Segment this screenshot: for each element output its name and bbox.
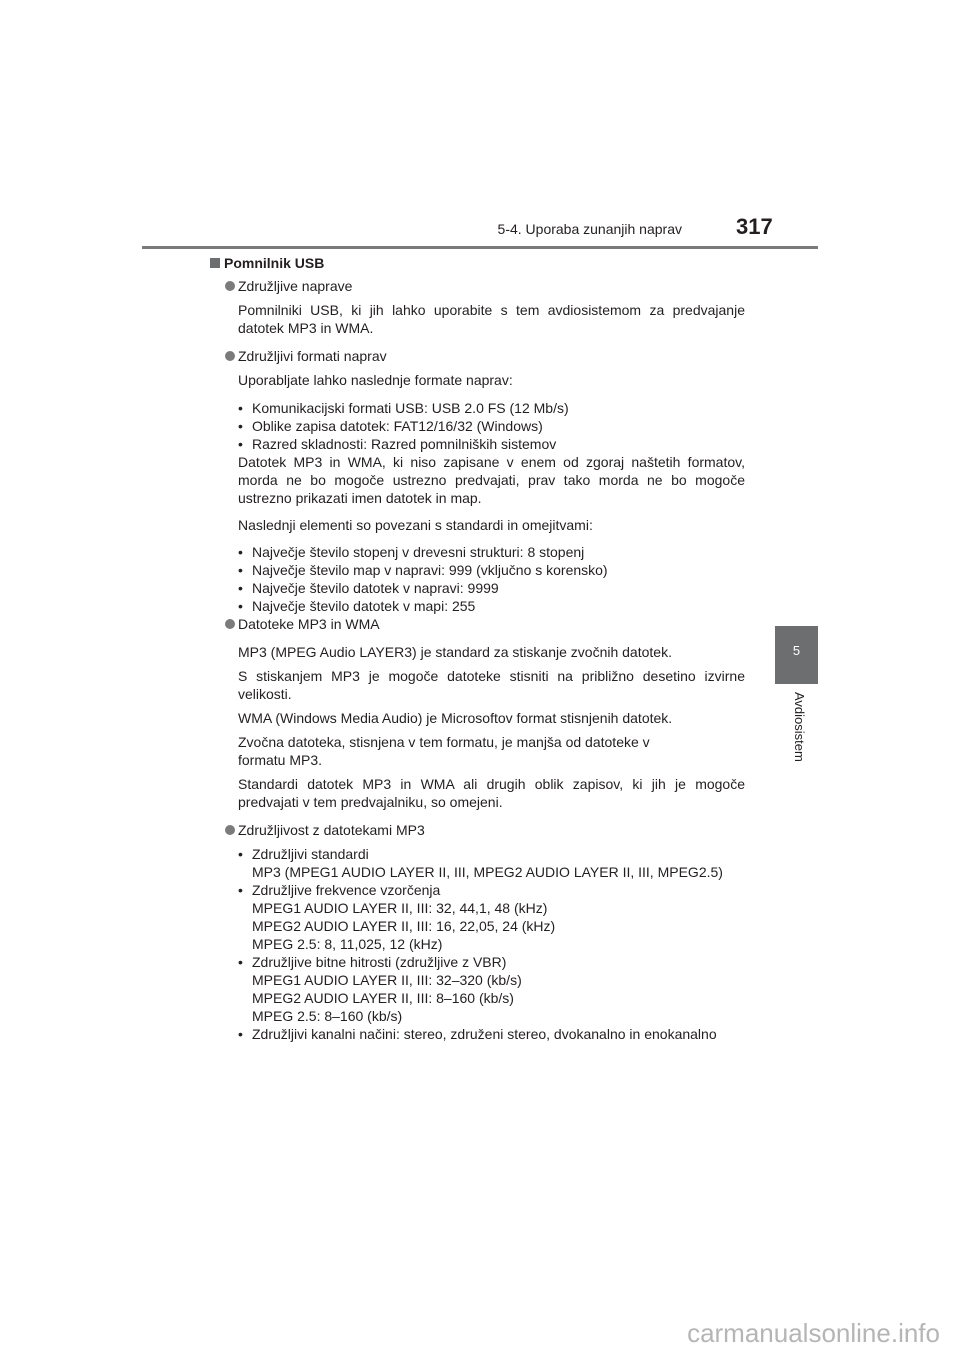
header-rule bbox=[142, 246, 818, 249]
list-item: • Združljivi kanalni načini: stereo, združeni stereo, dvokanalno in enokanalno bbox=[238, 1026, 717, 1042]
section-heading bbox=[210, 254, 745, 272]
list-item: • Največje število map v napravi: 999 (vključno s korensko) bbox=[238, 562, 608, 578]
formats-note: Datotek MP3 in WMA, ki niso zapisane v enem od zgoraj naštetih formatov, morda ne bo mogoče ustrezno predvajati, prav tako morda ne bo mogoče ustrezno prikazati imen datotek in map. bbox=[238, 454, 745, 506]
bullet: • bbox=[238, 544, 243, 560]
circle-bullet-icon bbox=[225, 825, 235, 835]
bullet: • bbox=[238, 562, 243, 578]
formats-title: Združljivi formati naprav bbox=[210, 347, 745, 365]
page-number: 317 bbox=[736, 214, 773, 239]
mp3-list bbox=[210, 845, 745, 1043]
bullet: • bbox=[238, 580, 243, 596]
limits-intro: Naslednji elementi so povezani s standardi in omejitvami: bbox=[238, 517, 593, 533]
formats-intro: Uporabljate lahko naslednje formate naprav: bbox=[238, 372, 513, 388]
limits-list bbox=[210, 543, 745, 615]
list-item: • Največje število datotek v mapi: 255 bbox=[238, 598, 476, 614]
circle-bullet-icon bbox=[225, 351, 235, 361]
bullet: • bbox=[238, 954, 243, 970]
formats-list bbox=[210, 399, 745, 453]
circle-bullet-icon bbox=[225, 619, 235, 629]
list-item: • Največje število datotek v napravi: 9999 bbox=[238, 580, 499, 596]
side-tab bbox=[775, 626, 818, 684]
list-item: • Največje število stopenj v drevesni strukturi: 8 stopenj bbox=[238, 544, 585, 560]
list-item: • Združljivi standardi MP3 (MPEG1 AUDIO LAYER II, III, MPEG2 AUDIO LAYER II, III, MPEG2.5) bbox=[238, 846, 723, 880]
mp3-title: Združljivost z datotekami MP3 bbox=[210, 821, 745, 839]
header-title: 5-4. Uporaba zunanjih naprav bbox=[497, 221, 682, 237]
bullet: • bbox=[238, 598, 243, 614]
bullet: • bbox=[238, 846, 243, 862]
bullet: • bbox=[238, 436, 243, 452]
files-p1: MP3 (MPEG Audio LAYER3) je standard za stiskanje zvočnih datotek. bbox=[238, 644, 672, 660]
bullet: • bbox=[238, 418, 243, 434]
circle-bullet-icon bbox=[225, 281, 235, 291]
watermark: carmanualsonline.info bbox=[687, 1318, 940, 1348]
list-item: • Združljive frekvence vzorčenja MPEG1 AUDIO LAYER II, III: 32, 44,1, 48 (kHz) MPEG2 AUDIO LAYER II, III: 16, 22,05, 24 (kHz) MPEG 2.5: 8, 11,025, 12 (kHz) bbox=[238, 882, 556, 952]
files-p5: Standardi datotek MP3 in WMA ali drugih oblik zapisov, ki jih je mogoče predvajati v tem predvajalniku, so omejeni. bbox=[238, 776, 745, 810]
list-item: • Komunikacijski formati USB: USB 2.0 FS (12 Mb/s) bbox=[238, 400, 569, 416]
list-item: • Razred skladnosti: Razred pomnilniških sistemov bbox=[238, 436, 557, 452]
side-tab-number: 5 bbox=[792, 643, 801, 658]
devices-text: Pomnilniki USB, ki jih lahko uporabite s tem avdiosistemom za predvajanje datotek MP3 in WMA. bbox=[238, 302, 745, 336]
bullet: • bbox=[238, 882, 243, 898]
files-p3: WMA (Windows Media Audio) je Microsoftov format stisnjenih datotek. bbox=[238, 710, 673, 726]
files-p2: S stiskanjem MP3 je mogoče datoteke stisniti na približno desetino izvirne velikosti. bbox=[238, 668, 745, 702]
content bbox=[210, 254, 745, 1043]
devices-title: Združljive naprave bbox=[210, 277, 745, 295]
bullet: • bbox=[238, 400, 243, 416]
list-item: • Oblike zapisa datotek: FAT12/16/32 (Windows) bbox=[238, 418, 543, 434]
list-item: • Združljive bitne hitrosti (združljive z VBR) MPEG1 AUDIO LAYER II, III: 32–320 (kb/s) MPEG2 AUDIO LAYER II, III: 8–160 (kb/s) MPEG 2.5: 8–160 (kb/s) bbox=[238, 954, 522, 1024]
files-p4: Zvočna datoteka, stisnjena v tem formatu, je manjša od datoteke v formatu MP3. bbox=[238, 734, 650, 768]
bullet: • bbox=[238, 1026, 243, 1042]
side-tab-label: Avdiosistem bbox=[792, 692, 807, 762]
section-heading-text: Pomnilnik USB bbox=[224, 255, 325, 271]
square-bullet-icon bbox=[210, 258, 220, 268]
files-title: Datoteke MP3 in WMA bbox=[210, 615, 745, 633]
